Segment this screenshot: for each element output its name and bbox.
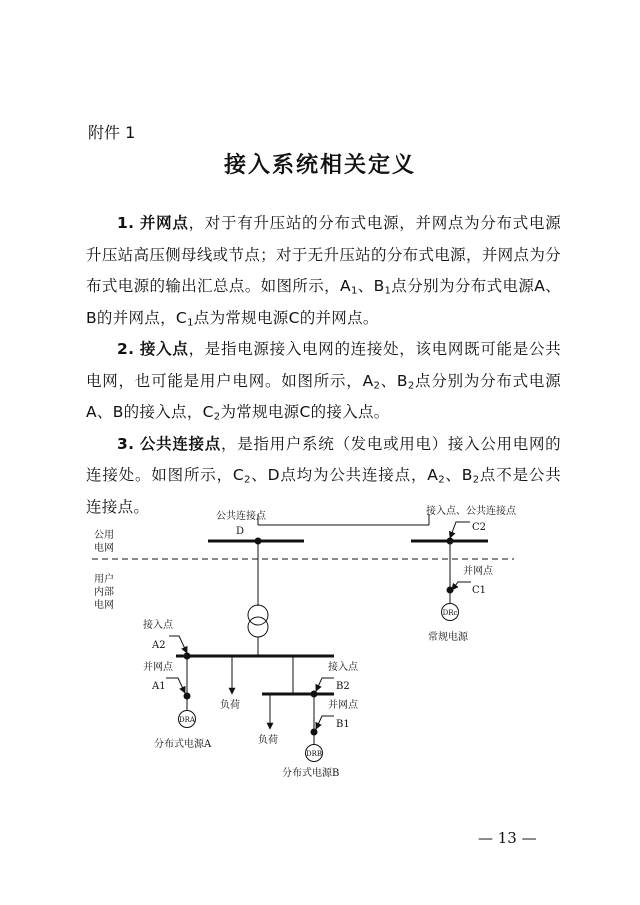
a1-grid-label: 并网点 — [143, 662, 173, 673]
term-access-point: 接入点 — [139, 340, 189, 358]
page-title: 接入系统相关定义 — [223, 153, 416, 178]
pcc-label: 公共连接点 — [216, 511, 266, 522]
public-grid-label-1: 公用 — [94, 530, 114, 541]
load-1-label: 负荷 — [220, 700, 240, 711]
node-a1-label: A1 — [152, 681, 166, 692]
transformer-lower-winding — [248, 617, 268, 637]
c1-grid-label: 并网点 — [463, 566, 493, 577]
term-grid-connection-point: 并网点 — [139, 214, 189, 232]
node-c1 — [447, 587, 454, 594]
b2-access-label: 接入点 — [328, 662, 358, 673]
user-grid-label-3: 电网 — [94, 600, 114, 611]
a2-access-label: 接入点 — [143, 620, 173, 631]
node-b1-label: B1 — [336, 719, 350, 730]
user-grid-label-2: 内部 — [94, 587, 114, 598]
page-number: — 13 — — [478, 829, 537, 847]
paragraph-grid-connection-point: 1. 并网点，对于有升压站的分布式电源，并网点为分布式电源升压站高压侧母线或节点；对于无升压站的分布式电源，并网点为分布式电源的输出汇总点。如图所示，$A_1$、$B_1$点分别为分布式电源A、B的并网点，$C_1$点为常规电源C的并网点。 — [86, 214, 561, 329]
dist-source-a-label: 分布式电源A — [154, 739, 212, 750]
dist-source-b-label: 分布式电源B — [282, 768, 340, 779]
node-c1-label: C1 — [472, 585, 487, 596]
public-grid-label-2: 电网 — [94, 543, 114, 554]
node-b2-label: B2 — [336, 681, 350, 692]
paragraph-access-point: 2. 接入点，是指电源接入电网的连接处，该电网既可能是公共电网，也可能是用户电网。如图所示，$A_2$、$B_2$点分别为分布式电源A、B的接入点，$C_2$为常规电源C的接入点。 — [86, 340, 562, 423]
paragraph-number: 3. — [117, 434, 135, 453]
node-b1 — [311, 729, 318, 736]
paragraph-number: 2. — [117, 340, 135, 358]
body-text — [86, 208, 561, 523]
node-d-label: D — [236, 526, 245, 537]
attachment-label: 附件 1 — [88, 123, 136, 142]
paragraph-common-coupling-point: 3. 公共连接点，是指用户系统（发电或用电）接入公用电网的连接处。如图所示，$C_2$、D点均为公共连接点，$A_2$、$B_2$点不是公共连接点。 — [86, 434, 562, 516]
term-common-coupling-point: 公共连接点 — [139, 434, 221, 453]
node-c2-label: C2 — [472, 522, 487, 533]
dr-b-label: DRB — [305, 750, 323, 758]
grid-connection-diagram — [86, 498, 536, 788]
node-a1 — [184, 693, 191, 700]
load-2-label: 负荷 — [258, 735, 278, 746]
dr-a-label: DRA — [179, 716, 195, 724]
b1-grid-label: 并网点 — [328, 700, 358, 711]
dr-c-label: DRc — [442, 609, 458, 617]
transformer-upper-winding — [248, 605, 268, 625]
conventional-source-label: 常规电源 — [428, 632, 468, 643]
node-a2-label: A2 — [152, 640, 166, 651]
user-grid-label-1: 用户 — [94, 574, 114, 585]
c2-access-label: 接入点、公共连接点 — [426, 506, 516, 517]
paragraph-number: 1. — [117, 214, 135, 232]
